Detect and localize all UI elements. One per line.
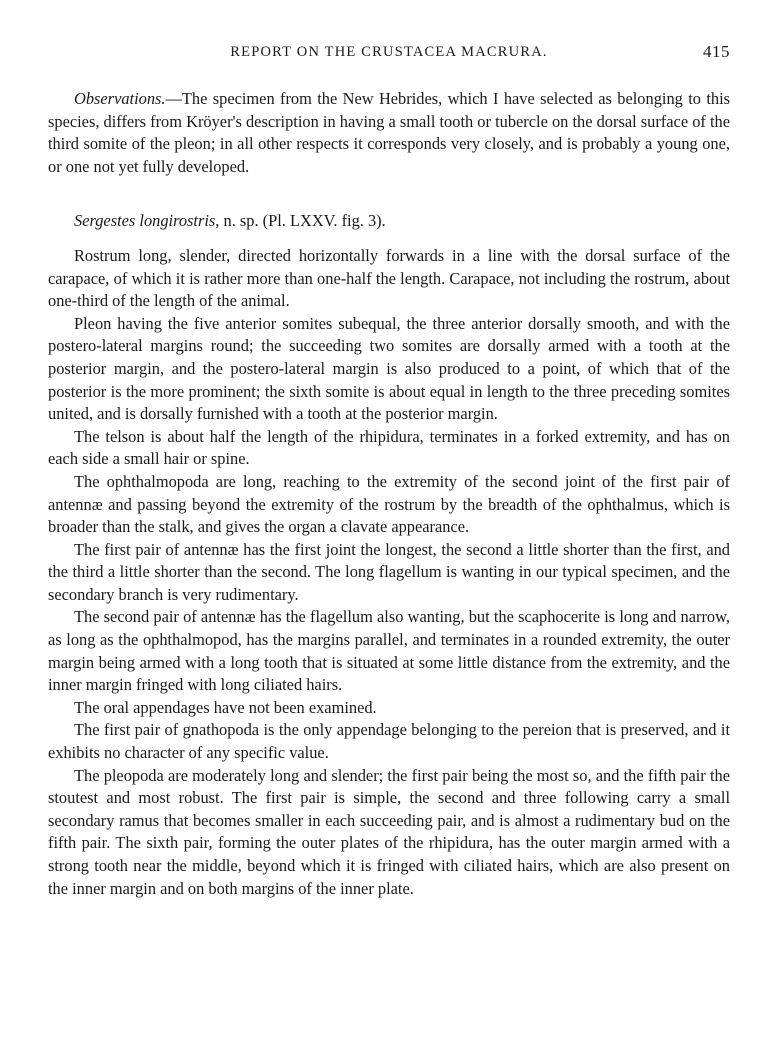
oral-appendages-paragraph: The oral appendages have not been examined. — [74, 697, 377, 717]
observations-text: —The specimen from the New Hebrides, which I have selected as belonging to this species, differs from Kröyer's description in having a small tooth or tubercle on the dorsal surface of the third somite of the pleon; in all other respects it corresponds very closely, and is probably a young one, or one not yet fully developed. — [48, 89, 730, 176]
observations-paragraph — [48, 88, 730, 178]
first-antennae-paragraph: The first pair of antennæ has the first joint the longest, the second a little shorter than the first, and the third a little shorter than the second. The long flagellum is wanting in our typical specimen, and the secondary branch is very rudimentary. — [48, 539, 730, 604]
species-reference: , n. sp. (Pl. LXXV. fig. 3). — [215, 211, 386, 231]
running-title: REPORT ON THE CRUSTACEA MACRURA. — [230, 44, 548, 60]
second-antennae-paragraph: The second pair of antennæ has the flagellum also wanting, but the scaphocerite is long and narrow, as long as the ophthalmopod, has the margins parallel, and terminates in a rounded extremity, the outer margin being armed with a long tooth that is situated at some little distance from the extremity, and the inner margin fringed with long ciliated hairs. — [48, 607, 730, 695]
ophthalmopoda-paragraph: The ophthalmopoda are long, reaching to the extremity of the second joint of the first pair of antennæ and passing beyond the extremity of the rostrum by the breadth of the ophthalmus, which is broader than the stalk, and gives the organ a clavate appearance. — [48, 471, 730, 537]
species-heading — [48, 210, 730, 233]
pleon-paragraph: Pleon having the five anterior somites subequal, the three anterior dorsally smooth, and with the postero-lateral margins round; the succeeding two somites are dorsally armed with a tooth at the posterior margin, and the postero-lateral margin is also produced to a point, of which that of the posterior is the more prominent; the sixth somite is about equal in length to the three preceding somites united, and is dorsally furnished with a tooth at the posterior margin. — [48, 313, 730, 424]
rostrum-paragraph: Rostrum long, slender, directed horizontally forwards in a line with the dorsal surface of the carapace, of which it is rather more than one-half the length. Carapace, not including the rostrum, about one-third of the length of the animal. — [48, 245, 730, 311]
book-page — [48, 42, 730, 900]
telson-paragraph: The telson is about half the length of the rhipidura, terminates in a forked extremity, and has on each side a small hair or spine. — [48, 426, 730, 469]
page-body — [48, 88, 730, 900]
running-head — [48, 42, 730, 72]
observations-label: Observations. — [74, 89, 166, 108]
species-name: Sergestes longirostris — [74, 211, 216, 231]
pleopoda-paragraph: The pleopoda are moderately long and slender; the first pair being the most so, and the fifth pair the stoutest and most robust. The first pair is simple, the second and three following carry a small secondary ramus that becomes smaller in each succeeding pair, and is almost a rudimentary bud on the fifth pair. The sixth pair, forming the outer plates of the rhipidura, has the outer margin armed with a strong tooth near the middle, beyond which it is fringed with ciliated hairs, which are also present on the inner margin and on both margins of the inner plate. — [48, 765, 730, 898]
page-number: 415 — [703, 42, 730, 61]
gnathopoda-paragraph: The first pair of gnathopoda is the only appendage belonging to the pereion that is preserved, and it exhibits no character of any specific value. — [48, 720, 730, 763]
